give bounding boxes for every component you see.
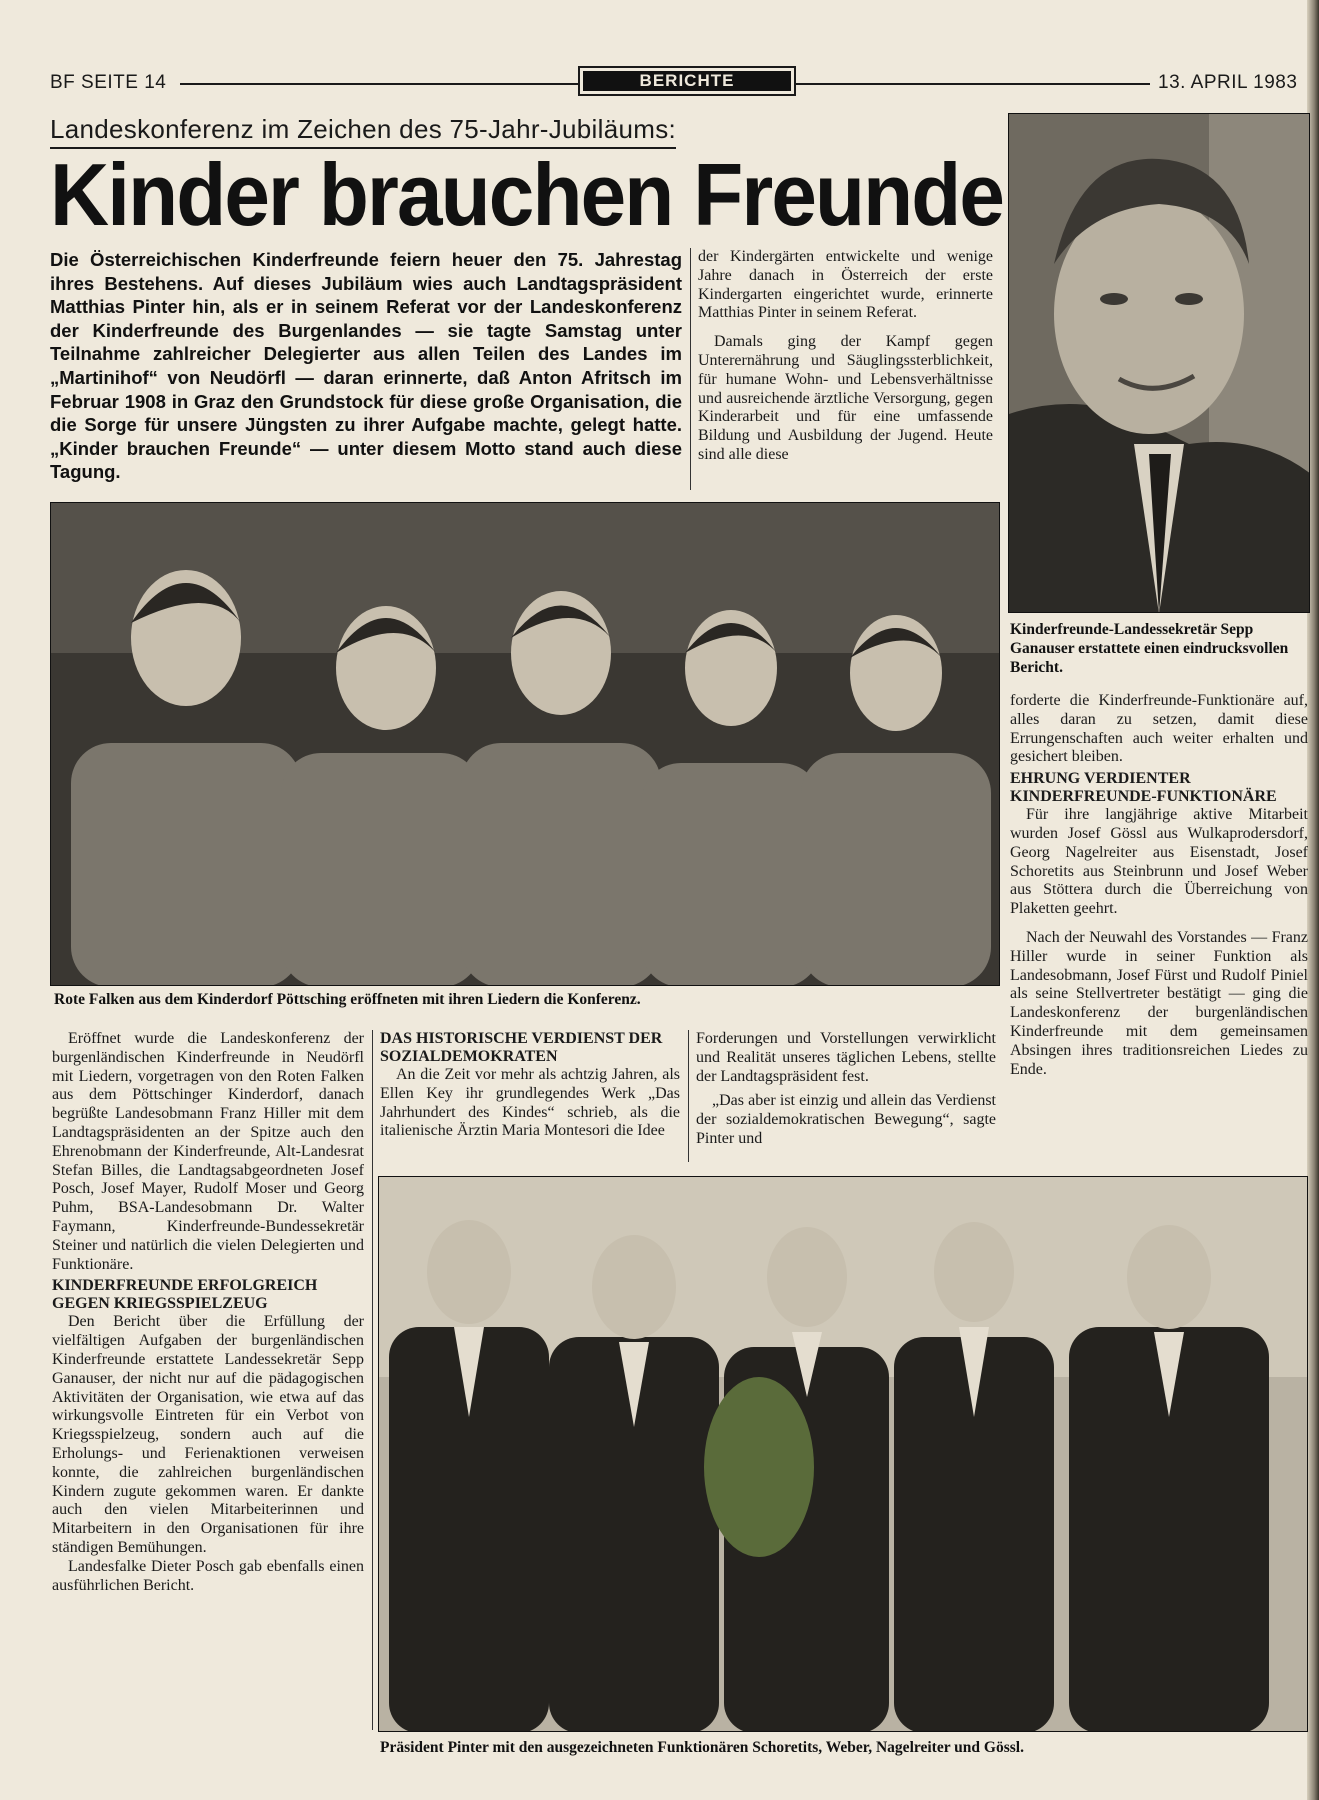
portrait-caption: Kinderfreunde-Landessekretär Sepp Ganauser erstattete einen eindrucksvollen Bericht. [1010, 621, 1289, 676]
section-label: BERICHTE [583, 71, 791, 91]
column-1-paragraph-3: Landesfalke Dieter Posch gab ebenfalls einen ausführlichen Bericht. [52, 1557, 364, 1594]
top-column [698, 248, 993, 465]
right-column [1010, 692, 1308, 1079]
portrait-photo [1008, 113, 1310, 613]
column-rule [688, 1030, 689, 1162]
right-column-paragraph-2: Für ihre langjährige aktive Mitarbeit wurden Josef Gössl aus Wulkaprodersdorf, Georg Nagelreiter aus Eisenstadt, Josef Schoretits aus Steinbrunn und Josef Weber aus Stöttera durch die Überreichung von Plaketten geehrt. [1010, 806, 1308, 918]
column-1-paragraph-2: Den Bericht über die Erfüllung der vielfältigen Aufgaben der burgenländischen Kinderfreunde erstattete Landessekretär Sepp Ganauser, der nicht nur auf die pädagogischen Aktivitäten der Organisation, wie etwa auf das wirkungsvolle Eintreten für ein Verbot von Kriegsspielzeug, sondern auch auf die Erholungs- und Ferienaktionen verweisen konnte, die zahlreichen burgenländischen Kindern zugute gekommen waren. Er dankte auch den vielen Mitarbeiterinnen und Mitarbeitern in den Organisationen für ihre ständigen Bemühungen. [52, 1313, 364, 1556]
column-1 [52, 1030, 364, 1595]
column-rule [372, 1030, 373, 1730]
honorees-illustration [379, 1177, 1308, 1732]
section-badge [578, 66, 796, 96]
column-2 [380, 1030, 680, 1141]
column-3-paragraph-1: Forderungen und Vorstellungen verwirklicht und Realität unseres täglichen Lebens, stellte der Landtagspräsident fest. [696, 1030, 996, 1085]
issue-date: 13. APRIL 1983 [1158, 72, 1298, 93]
right-column-paragraph-1: forderte die Kinderfreunde-Funktionäre auf, alles daran zu setzen, damit diese Errungenschaften auch weiter erhalten und gesichert bleiben. [1010, 692, 1308, 766]
page-number: BF SEITE 14 [50, 72, 167, 93]
honorees-photo [378, 1176, 1308, 1732]
right-column-paragraph-3: Nach der Neuwahl des Vorstandes — Franz Hiller wurde in seiner Funktion als Landesobmann, Josef Fürst und Rudolf Piniel als seine Stellvertreter bestätigt — ging die Landeskonferenz der burgenländischen Kinderfreunde mit dem gemeinsamen Absingen ihres traditionsreichen Liedes zu Ende. [1010, 928, 1308, 1078]
column-2-subheading: DAS HISTORISCHE VERDIENST DER SOZIALDEMOKRATEN [380, 1030, 663, 1065]
portrait-illustration [1009, 114, 1310, 613]
column-3-paragraph-2: „Das aber ist einzig und allein das Verdienst der sozialdemokratischen Bewegung“, sagte Pinter und [696, 1092, 996, 1147]
children-choir-photo [50, 502, 1000, 986]
article-kicker: Landeskonferenz im Zeichen des 75-Jahr-Jubiläums: [50, 114, 676, 149]
column-rule [690, 248, 691, 490]
column-1-subheading: KINDERFREUNDE ERFOLGREICH GEGEN KRIEGSSPIELZEUG [52, 1277, 318, 1313]
header-rule-left [180, 83, 578, 85]
article-lead: Die Österreichischen Kinderfreunde feiern heuer den 75. Jahrestag ihres Bestehens. Auf dieses Jubiläum wies auch Landtagspräsident Matthias Pinter hin, als er in seinem Referat vor der Landeskonferenz der Kinderfreunde des Burgenlandes — sie tagte Samstag unter Teilnahme zahlreicher Delegierter aus allen Teilen des Landes im „Martinihof“ von Neudörfl — daran erinnerte, daß Anton Afritsch im Februar 1908 in Graz den Grundstock für diese große Organisation, die die Sorge für unsere Jüngsten zu ihrer Aufgabe machte, gelegt hatte. „Kinder brauchen Freunde“ — unter diesem Motto stand auch diese Tagung. [50, 249, 682, 483]
children-choir-illustration [51, 503, 1000, 986]
column-3 [696, 1030, 996, 1149]
header-rule-right [796, 83, 1150, 85]
top-column-paragraph-2: Damals ging der Kampf gegen Unterernährung und Säuglingssterblichkeit, für humane Wohn- und Lebensverhältnisse und ausreichende ärztliche Versorgung, gegen Kinderarbeit und für eine umfassende Bildung und Ausbildung der Jugend. Heute sind alle diese [698, 333, 993, 463]
paragraph-gap [698, 323, 993, 333]
honorees-photo-caption: Präsident Pinter mit den ausgezeichneten Funktionären Schoretits, Weber, Nagelreiter und Gössl. [380, 1739, 1024, 1756]
children-photo-caption: Rote Falken aus dem Kinderdorf Pöttsching eröffneten mit ihren Liedern die Konferenz. [54, 991, 641, 1008]
column-1-paragraph-1: Eröffnet wurde die Landeskonferenz der burgenländischen Kinderfreunde in Neudörfl mit Liedern, vorgetragen von den Roten Falken aus dem Pöttschinger Kinderdorf, danach begrüßte Landesobmann Franz Hiller mit dem Landtagspräsidenten an der Spitze auch den Ehrenobmann der Kinderfreunde, Alt-Landesrat Stefan Billes, die Landtagsabgeordneten Josef Posch, Josef Mayer, Rudolf Moser und Georg Puhm, BSA-Landesobmann Dr. Walter Faymann, Kinderfreunde-Bundessekretär Steiner und natürlich die vielen Delegierten und Funktionäre. [52, 1030, 364, 1273]
paragraph-gap [1010, 919, 1308, 929]
article-headline: Kinder brauchen Freunde [50, 145, 1004, 244]
top-column-paragraph-1: der Kindergärten entwickelte und wenige Jahre danach in Österreich der erste Kindergarten eingerichtet wurde, erinnerte Matthias Pinter in seinem Referat. [698, 248, 993, 322]
column-2-paragraph-1: An die Zeit vor mehr als achtzig Jahren, als Ellen Key ihr grundlegendes Werk „Das Jahrhundert des Kindes“ schrieb, als die italienische Ärztin Maria Montesori die Idee [380, 1066, 680, 1140]
right-column-subheading: EHRUNG VERDIENTER KINDERFREUNDE-FUNKTIONÄRE [1010, 770, 1277, 806]
